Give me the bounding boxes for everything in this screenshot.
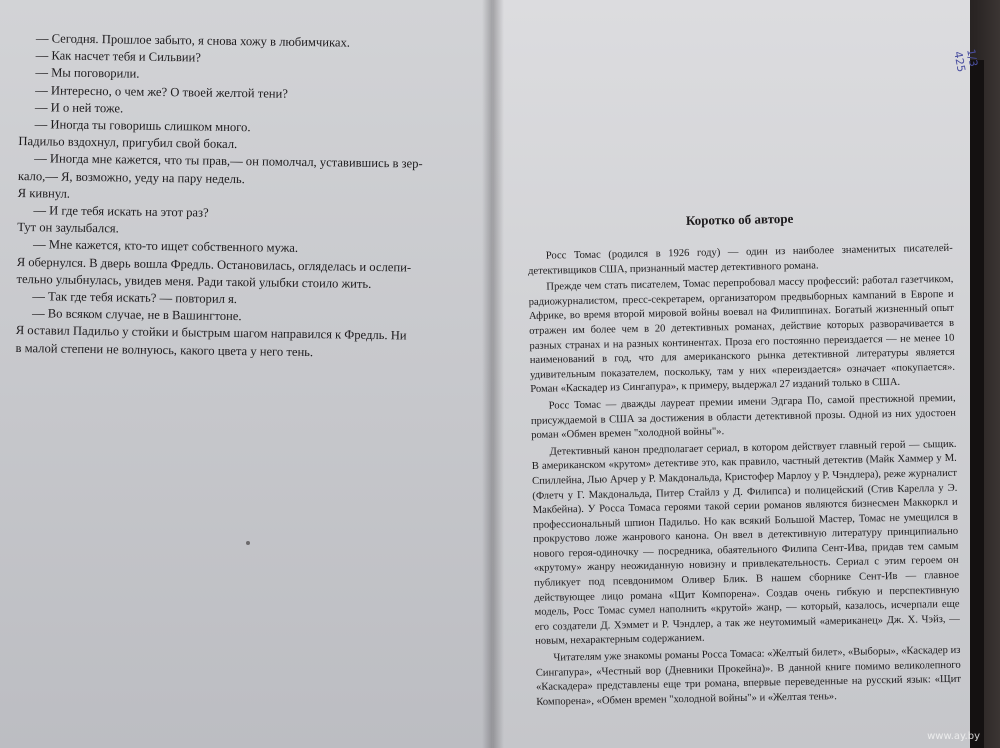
pencil-annotation: 1/3 425 [951, 48, 981, 74]
text-line: — Мы поговорили. [35, 65, 140, 82]
about-author-body [528, 242, 962, 710]
text-line: — Иногда мне кажется, что ты прав,— он помолчал, уставившись в зер- [34, 151, 423, 172]
text-line: — Так где тебя искать? — повторил я. [32, 289, 238, 307]
text-line: — И о ней тоже. [34, 100, 124, 116]
text-line: Я обернулся. В дверь вошла Фредль. Остановилась, огляделась и ослепи- [16, 254, 412, 275]
paragraph: Росс Томас — дважды лауреат премии имени Эдгара По, самой престижной премии, присуждаемой в США за достижения в области детективной прозы. Одной из них удостоен роман «Обмен времен "холодной войны"». [530, 392, 956, 442]
text-line: Я кивнул. [17, 185, 71, 201]
text-line: в малой степени не волнуюсь, какого цвета у него тень. [15, 340, 314, 359]
left-page-text [15, 30, 475, 363]
paragraph: Детективный канон предполагает сериал, в котором действует главный герой — сыщик. В американском «крутом» детективе это, как правило, частный детектив (Майк Хаммер у М. Спиллейна, Лью Арчер у Р. Макдональда, Кристофер Марлоу у Р. Чэндлера), реже журналист (Флетч у Г. Макдональда, Питер Стайлз у Д. Филипса) и полицейский (Стив Карелла у Э. Макбейна). У Росса Томаса героями такой серии романов являются бизнесмен Маккоркл и профессиональный шпион Падильо. Но как всякий Большой Мастер, Томас не умещился в прокрустово ложе жанрового канона. Он ввел в детективную литературу принципиально нового героя-одиночку — посредника, обаятельного Филипа Сент-Ива, придав тем самым «крутому» жанру неожиданную новизну и привлекательность. Сериал с этим героем он публикует под псевдонимом Оливер Блик. В нашем сборнике Сент-Ив — главное действующее лицо романа «Щит Компорена». Создав очень гибкую и перспективную модель, Росс Томас сумел наполнить «крутой» жанр, — который, казалось, исчерпали еще его создатели Д. Хэммет и Р. Чэндлер, а так же неутомимый «американец» Дж. Х. Чэйз, — новым, нехарактерным содержанием. [531, 438, 960, 648]
text-line: — Как насчет тебя и Сильвии? [35, 48, 202, 65]
text-line: Падильо вздохнул, пригубил свой бокал. [18, 134, 238, 152]
paper-speck [246, 541, 250, 545]
book-gutter [482, 0, 504, 748]
about-author-section [527, 208, 961, 712]
text-line: тельно улыбнулась, увидев меня. Ради такой улыбки стоило жить. [16, 271, 372, 291]
right-page [492, 0, 970, 748]
paragraph: Читателям уже знакомы романы Росса Томаса: «Желтый билет», «Выборы», «Каскадер из Сингапура», «Честный вор (Дневники Прокейна)». В данной книге помимо великолепного «Каскадера» представлены еще три романа, впервые переведенные на русский язык: «Щит Компорена», «Обмен времен "холодной войны"» и «Желтая тень». [535, 644, 962, 708]
text-line: кало,— Я, возможно, уеду на пару недель. [17, 168, 245, 186]
text-line: — Интересно, о чем же? О твоей желтой тени? [35, 82, 289, 101]
text-line: — Мне кажется, кто-то ищет собственного мужа. [32, 237, 299, 256]
watermark: www.ay.by [927, 731, 980, 742]
text-line: — Иногда ты говоришь слишком много. [34, 117, 251, 135]
text-line: — И где тебя искать на этот раз? [33, 203, 209, 220]
text-line: — Сегодня. Прошлое забыто, я снова хожу в любимчиках. [35, 31, 351, 50]
text-line: — Во всяком случае, не в Вашингтоне. [31, 306, 242, 324]
section-heading: Коротко об авторе [685, 210, 794, 228]
paragraph: Прежде чем стать писателем, Томас перепробовал массу профессий: работал газетчиком, радиожурналистом, пресс-секретарем, организатором предвыборных кампаний в Европе и Африке, во время второй мировой войны воевал на Филиппинах. Богатый жизненный опыт отражен им более чем в 20 детективных романах, действие которых разворачивается в разных странах и на разных континентах. Проза его постоянно переиздается — не менее 10 наименований в год, что для американского рынка детективной литературы является удивительным показателем, поскольку, там у них «переиздается» означает «покупается». Роман «Каскадер из Сингапура», к примеру, выдержал 27 изданий только в США. [528, 274, 956, 396]
paragraph: Росс Томас (родился в 1926 году) — один из наиболее знаменитых писателей-детективщиков США, признанный мастер детективного романа. [527, 242, 953, 277]
text-line: Тут он заулыбался. [17, 220, 119, 236]
text-line: Я оставил Падильо у стойки и быстрым шагом направился к Фредль. Ни [15, 323, 407, 343]
left-page [0, 0, 492, 748]
